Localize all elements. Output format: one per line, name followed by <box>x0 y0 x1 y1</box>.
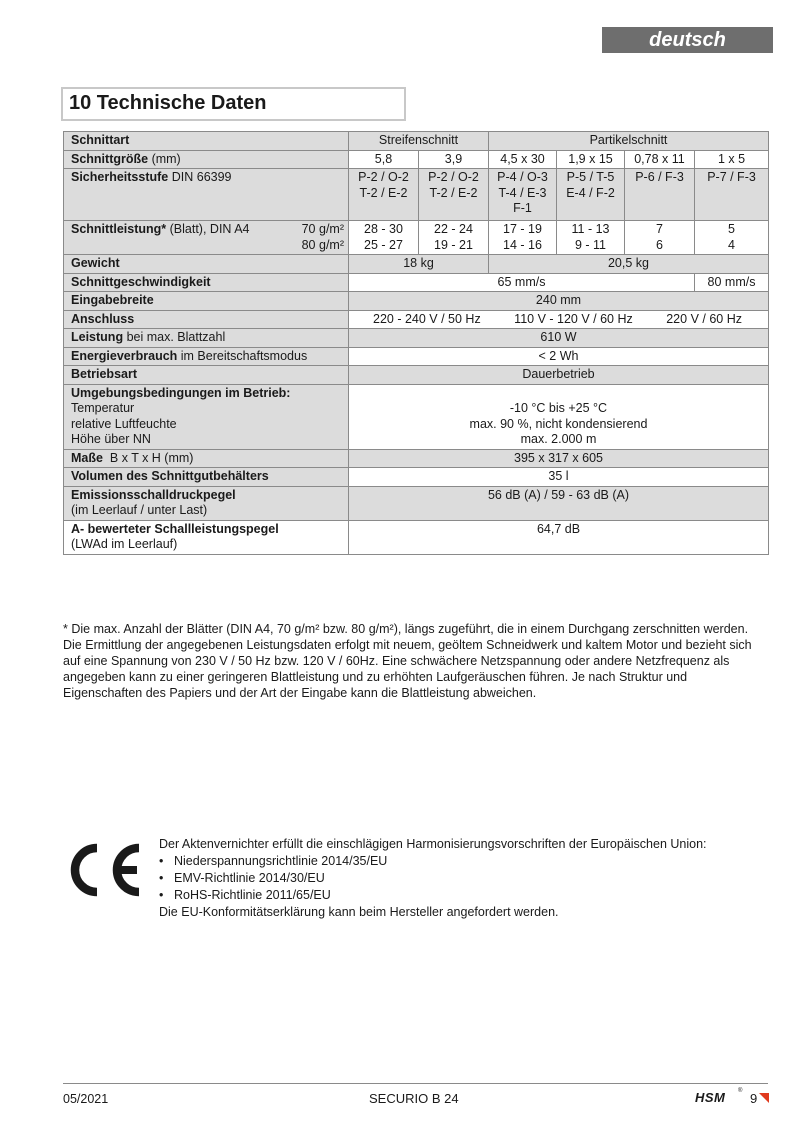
ce-intro: Der Aktenvernichter erfüllt die einschlägigen Harmonisierungsvorschriften der Europäischen Union: <box>159 837 707 851</box>
row-cut-size <box>64 150 769 169</box>
ce-closing: Die EU-Konformitätserklärung kann beim Hersteller angefordert werden. <box>159 905 559 919</box>
brand-registered-mark: ® <box>738 1088 743 1094</box>
capacity-cell: 11 - 13 9 - 11 <box>557 221 625 255</box>
spec-table <box>63 131 769 555</box>
speed-value-p7: 80 mm/s <box>695 273 769 292</box>
cut-size-cell: 5,8 <box>349 150 419 169</box>
ce-mark-icon <box>63 838 143 902</box>
ambient-label: Umgebungsbedingungen im Betrieb: Temperatur relative Luftfeuchte Höhe über NN <box>64 384 349 449</box>
capacity-cell: 22 - 24 19 - 21 <box>419 221 489 255</box>
connection-values: 220 - 240 V / 50 Hz 110 V - 120 V / 60 Hz 220 V / 60 Hz <box>349 310 769 329</box>
bin-volume-value: 35 l <box>349 468 769 487</box>
sound-power-label: A- bewerteter Schallleistungspegel (LWAd im Leerlauf) <box>64 520 349 554</box>
cut-size-label: Schnittgröße (mm) <box>64 150 349 169</box>
particle-cut-header: Partikelschnitt <box>489 132 769 151</box>
ce-directive-list <box>159 853 769 904</box>
capacity-cell: 17 - 19 14 - 16 <box>489 221 557 255</box>
cut-size-cell: 3,9 <box>419 150 489 169</box>
row-operating-mode <box>64 366 769 385</box>
section-title-text: 10 Technische Daten <box>69 92 267 114</box>
input-width-value: 240 mm <box>349 292 769 311</box>
strip-cut-header: Streifenschnitt <box>349 132 489 151</box>
brand-logo: HSM <box>695 1090 726 1105</box>
ambient-values: -10 °C bis +25 °C max. 90 %, nicht kondensierend max. 2.000 m <box>349 384 769 449</box>
language-badge: deutsch <box>602 27 773 53</box>
capacity-cell: 5 4 <box>695 221 769 255</box>
cut-size-cell: 4,5 x 30 <box>489 150 557 169</box>
row-power <box>64 329 769 348</box>
row-bin-volume <box>64 468 769 487</box>
capacity-label: Schnittleistung* (Blatt), DIN A4 70 g/m² 80 g/m² <box>64 221 349 255</box>
row-weight <box>64 255 769 274</box>
footer-date: 05/2021 <box>63 1092 109 1106</box>
capacity-cell: 28 - 30 25 - 27 <box>349 221 419 255</box>
speed-label: Schnittgeschwindigkeit <box>64 273 349 292</box>
operating-mode-label: Betriebsart <box>64 366 349 385</box>
speed-value: 65 mm/s <box>349 273 695 292</box>
dimensions-value: 395 x 317 x 605 <box>349 449 769 468</box>
cut-type-label: Schnittart <box>64 132 349 151</box>
row-sound-power <box>64 520 769 554</box>
cut-size-cell: 1 x 5 <box>695 150 769 169</box>
input-width-label: Eingabebreite <box>64 292 349 311</box>
row-emission-sound <box>64 486 769 520</box>
footer-product-name: SECURIO B 24 <box>369 1091 459 1106</box>
connection-label: Anschluss <box>64 310 349 329</box>
cut-size-cell: 0,78 x 11 <box>625 150 695 169</box>
ce-declaration <box>159 836 769 921</box>
page-number: 9 <box>750 1091 758 1106</box>
emission-label: Emissionsschalldruckpegel (im Leerlauf / unter Last) <box>64 486 349 520</box>
power-label: Leistung bei max. Blattzahl <box>64 329 349 348</box>
operating-mode-value: Dauerbetrieb <box>349 366 769 385</box>
row-speed <box>64 273 769 292</box>
row-energy <box>64 347 769 366</box>
security-cell: P-2 / O-2 T-2 / E-2 <box>419 169 489 221</box>
energy-value: < 2 Wh <box>349 347 769 366</box>
security-label: Sicherheitsstufe DIN 66399 <box>64 169 349 221</box>
security-cell: P-5 / T-5 E-4 / F-2 <box>557 169 625 221</box>
row-security-level <box>64 169 769 221</box>
weight-label: Gewicht <box>64 255 349 274</box>
security-cell: P-7 / F-3 <box>695 169 769 221</box>
row-dimensions <box>64 449 769 468</box>
weight-particle-value: 20,5 kg <box>489 255 769 274</box>
ce-directive-item: • RoHS-Richtlinie 2011/65/EU <box>159 887 769 904</box>
cut-size-cell: 1,9 x 15 <box>557 150 625 169</box>
section-title <box>61 87 406 121</box>
sound-power-value: 64,7 dB <box>349 520 769 554</box>
security-cell: P-6 / F-3 <box>625 169 695 221</box>
footer-divider <box>63 1083 768 1084</box>
power-value: 610 W <box>349 329 769 348</box>
bin-volume-label: Volumen des Schnittgutbehälters <box>64 468 349 487</box>
energy-label: Energieverbrauch im Bereitschaftsmodus <box>64 347 349 366</box>
capacity-cell: 7 6 <box>625 221 695 255</box>
emission-value: 56 dB (A) / 59 - 63 dB (A) <box>349 486 769 520</box>
weight-strip-value: 18 kg <box>349 255 489 274</box>
row-ambient-conditions <box>64 384 769 449</box>
row-connection <box>64 310 769 329</box>
row-cut-type <box>64 132 769 151</box>
corner-triangle-icon <box>759 1093 769 1103</box>
security-cell: P-4 / O-3 T-4 / E-3 F-1 <box>489 169 557 221</box>
security-cell: P-2 / O-2 T-2 / E-2 <box>349 169 419 221</box>
ce-directive-item: • EMV-Richtlinie 2014/30/EU <box>159 870 769 887</box>
row-input-width <box>64 292 769 311</box>
ce-directive-item: • Niederspannungsrichtlinie 2014/35/EU <box>159 853 769 870</box>
footnote: * Die max. Anzahl der Blätter (DIN A4, 70 g/m² bzw. 80 g/m²), längs zugeführt, die in einem Durchgang zerschnitten werden. Die Ermittlung der angegebenen Leistungsdaten erfolgt mit neuem, geöltem Schneidwerk und kaltem Motor und bezieht sich auf eine Spannung von 230 V / 50 Hz bzw. 120 V / 60Hz. Eine schwächere Netzspannung oder andere Netzfrequenz als angegeben kann zu einer geringeren Blattleistung und zu erhöhten Laufgeräuschen führen. Je nach Struktur und Eigenschaften des Papiers und der Art der Eingabe kann die Blattleistung abweichen. <box>63 622 752 700</box>
dimensions-label: Maße B x T x H (mm) <box>64 449 349 468</box>
row-capacity <box>64 221 769 255</box>
